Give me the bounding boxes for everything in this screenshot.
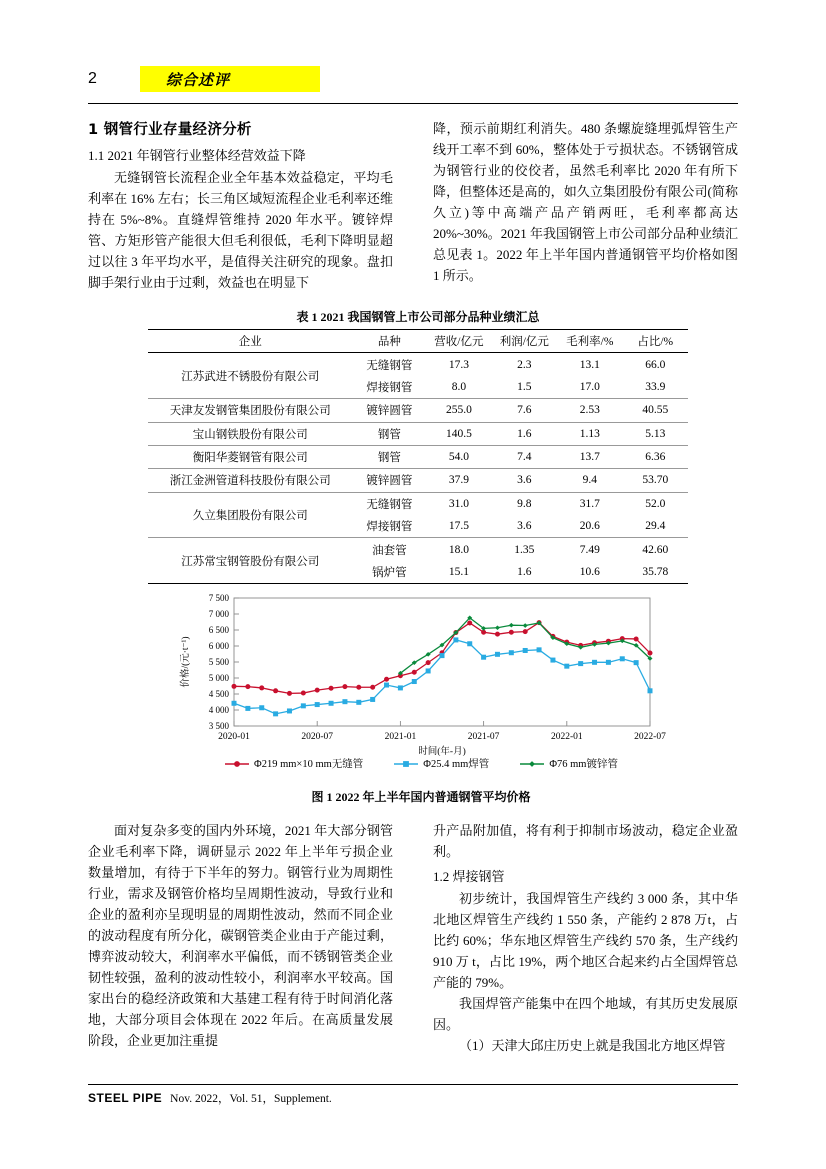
col-header-revenue: 营收/亿元 bbox=[426, 330, 491, 353]
y-tick-label: 6 500 bbox=[208, 625, 229, 635]
data-point bbox=[398, 685, 403, 690]
data-point bbox=[273, 688, 278, 693]
x-tick-label: 2022-07 bbox=[634, 732, 666, 742]
cell-variety: 油套管 bbox=[372, 544, 407, 557]
data-point bbox=[453, 637, 458, 642]
footer-divider bbox=[88, 1084, 738, 1085]
data-point bbox=[509, 630, 514, 635]
cell-revenue: 255.0 bbox=[426, 399, 491, 422]
x-tick-label: 2020-01 bbox=[218, 732, 250, 742]
cell-variety: 无缝钢管 bbox=[366, 359, 413, 372]
cell-gross-margin: 2.53 bbox=[557, 399, 622, 422]
subsection-heading: 1.1 2021 年钢管行业整体经营效益下降 bbox=[88, 148, 306, 163]
data-point bbox=[648, 688, 653, 693]
data-point bbox=[523, 629, 528, 634]
table-row bbox=[148, 445, 688, 468]
journal-title: STEEL PIPE bbox=[88, 1091, 163, 1105]
data-point bbox=[634, 660, 639, 665]
cell-gross-margin: 13.7 bbox=[557, 445, 622, 468]
cell-firm-name: 江苏常宝钢管股份有限公司 bbox=[148, 538, 353, 584]
legend-item bbox=[393, 756, 489, 771]
legend-label: Φ25.4 mm焊管 bbox=[423, 759, 490, 770]
page-footer bbox=[88, 1090, 738, 1106]
cell-gross-margin: 9.4 bbox=[557, 469, 622, 492]
x-tick-label: 2020-07 bbox=[301, 732, 334, 742]
bottom-columns bbox=[88, 820, 738, 1056]
figure-caption: 图 1 2022 年上半年国内普通钢管平均价格 bbox=[311, 790, 531, 804]
cell-profit: 1.6 bbox=[492, 422, 557, 445]
x-axis-title: 时间(年-月) bbox=[418, 747, 466, 757]
bottom-right-paragraph-3: （1）天津大邱庄历史上就是我国北方地区焊管 bbox=[459, 1038, 726, 1054]
data-point bbox=[412, 679, 417, 684]
chart-axes bbox=[234, 598, 650, 726]
legend-item bbox=[519, 756, 618, 771]
table-row bbox=[148, 538, 688, 561]
section-band bbox=[140, 66, 320, 92]
cell-firm-name: 宝山钢铁股份有限公司 bbox=[148, 422, 353, 445]
table-body bbox=[148, 353, 688, 584]
data-point bbox=[356, 685, 361, 690]
data-point bbox=[606, 660, 611, 665]
cell-share: 53.70 bbox=[623, 469, 688, 492]
section-heading: 1 钢管行业存量经济分析 bbox=[88, 122, 252, 138]
data-point bbox=[232, 701, 237, 706]
col-header-profit: 利润/亿元 bbox=[492, 330, 557, 353]
cell-gross-margin: 17.0 bbox=[557, 376, 622, 399]
data-point bbox=[329, 701, 334, 706]
cell-variety: 钢管 bbox=[353, 445, 427, 468]
cell-profit: 3.6 bbox=[492, 469, 557, 492]
data-point bbox=[412, 670, 417, 675]
table-container bbox=[148, 308, 688, 584]
data-point bbox=[287, 691, 292, 696]
data-point bbox=[620, 656, 625, 661]
table-caption: 表 1 2021 我国钢管上市公司部分品种业绩汇总 bbox=[296, 310, 540, 324]
x-axis-ticks bbox=[234, 721, 650, 726]
bottom-left-paragraph: 面对复杂多变的国内外环境，2021 年大部分钢管企业毛利率下降，调研显示 2022 年上半年亏损企业数量增加，有待于下半年的努力。钢管行业为周期性行业，需求及钢管价格均呈周期性波动，导致行业和企业的盈利亦呈现明显的周期性波动，然而不同企业的波动程度有所分化，碳钢管类企业由于产能过剩，博弈波动较大，利润率水平偏低，而不锈钢管类企业韧性较强，盈利的波动性较小，利润率水平较高。国家出台的稳经济政策和大基建工程有待于时间消化落地，大部分项目会体现在 2022 年后。在高质量发展阶段，企业更加注重提 bbox=[88, 823, 393, 1049]
cell-variety: 焊接钢管 bbox=[353, 376, 427, 399]
data-point bbox=[495, 652, 500, 657]
cell-profit: 3.6 bbox=[492, 515, 557, 538]
cell-variety: 焊接钢管 bbox=[353, 515, 427, 538]
table-header-row bbox=[148, 330, 688, 353]
left-paragraph: 无缝钢管长流程企业全年基本效益稳定，平均毛利率在 16% 左右；长三角区域短流程企业毛利率还维持在 5%~8%。直缝焊管维持 2020 年水平。镀锌焊管、方矩形管产能很大但毛利很低，毛利下降明显超过以往 3 年平均水平，是值得关注研究的现象。盘扣脚手架行业由于过剩，效益也在明显下 bbox=[88, 170, 393, 291]
y-tick-label: 5 000 bbox=[208, 673, 229, 683]
data-point bbox=[245, 706, 250, 711]
x-axis-tick-labels bbox=[218, 732, 666, 742]
data-point bbox=[440, 653, 445, 658]
data-point bbox=[495, 632, 500, 637]
cell-variety: 镀锌圆管 bbox=[353, 469, 427, 492]
cell-variety: 镀锌圆管 bbox=[353, 399, 427, 422]
data-point bbox=[259, 685, 264, 690]
cell-profit: 1.5 bbox=[492, 376, 557, 399]
cell-profit: 7.4 bbox=[492, 445, 557, 468]
series-square bbox=[232, 637, 653, 716]
cell-firm-name: 浙江金洲管道科技股份有限公司 bbox=[148, 469, 353, 492]
cell-firm-name: 天津友发钢管集团股份有限公司 bbox=[148, 399, 353, 422]
cell-profit: 9.8 bbox=[517, 497, 532, 510]
series-diamond bbox=[398, 616, 653, 676]
cell-revenue: 8.0 bbox=[426, 376, 491, 399]
cell-revenue: 140.5 bbox=[426, 422, 491, 445]
data-point bbox=[384, 683, 389, 688]
y-tick-label: 5 500 bbox=[208, 657, 229, 667]
legend-swatch-icon bbox=[519, 759, 545, 769]
data-point bbox=[509, 650, 514, 655]
journal-issue: Nov. 2022，Vol. 51，Supplement. bbox=[170, 1093, 332, 1105]
top-right-column bbox=[433, 118, 738, 286]
cell-profit: 1.35 bbox=[514, 543, 535, 556]
x-tick-label: 2021-01 bbox=[384, 732, 417, 742]
y-tick-label: 4 500 bbox=[208, 689, 229, 699]
chart-legend bbox=[176, 756, 666, 771]
data-point bbox=[467, 641, 472, 646]
data-point bbox=[550, 658, 555, 663]
right-paragraph: 降，预示前期红利消失。480 条螺旋缝埋弧焊管生产线开工率不到 60%，整体处于亏损状态。不锈钢管成为钢管行业的佼佼者，虽然毛利率比 2020 年有所下降，但整体还是高的，如久立集团股份有限公司(简称久立)等中高端产品产销两旺，毛利率都高达 20%~30%。2021 年我国钢管上市公司部分品种业绩汇总见表 1。2022 年上半年国内普通钢管平均价格如图 1 所示。 bbox=[433, 121, 738, 284]
cell-revenue: 37.9 bbox=[426, 469, 491, 492]
data-point bbox=[301, 703, 306, 708]
legend-swatch-icon bbox=[224, 759, 250, 769]
data-point bbox=[301, 691, 306, 696]
cell-revenue: 17.5 bbox=[426, 515, 491, 538]
bottom-right-column bbox=[433, 820, 738, 1056]
cell-gross-margin: 10.6 bbox=[557, 561, 622, 584]
cell-gross-margin: 7.49 bbox=[579, 543, 600, 556]
cell-share: 29.4 bbox=[623, 515, 688, 538]
table-header bbox=[148, 330, 688, 353]
price-chart bbox=[176, 592, 666, 812]
data-point bbox=[467, 620, 472, 625]
y-axis-tick-labels bbox=[209, 593, 230, 731]
bottom-right-paragraph-2: 我国焊管产能集中在四个地域，有其历史发展原因。 bbox=[433, 996, 738, 1033]
table-row bbox=[148, 492, 688, 515]
cell-share: 35.78 bbox=[623, 561, 688, 584]
cell-profit: 1.6 bbox=[492, 561, 557, 584]
data-point bbox=[523, 648, 528, 653]
bottom-right-paragraph-1: 初步统计，我国焊管生产线约 3 000 条，其中华北地区焊管生产线约 1 550 条，产能约 2 878 万t，占比约 60%；华东地区焊管生产线约 570 条，生产线约 910 万 t，占比 19%，两个地区合起来约占全国焊管总产能的 79%。 bbox=[433, 891, 738, 991]
data-point bbox=[481, 655, 486, 660]
data-point bbox=[648, 651, 653, 656]
chart-svg bbox=[176, 592, 666, 757]
col-header-share: 占比/% bbox=[623, 330, 688, 353]
data-point bbox=[592, 660, 597, 665]
data-point bbox=[273, 711, 278, 716]
section-band-label: 综合述评 bbox=[166, 70, 231, 89]
table-row bbox=[148, 399, 688, 422]
y-axis-title: 价格/(元·t⁻¹) bbox=[181, 636, 191, 688]
cell-firm-name: 久立集团股份有限公司 bbox=[148, 492, 353, 538]
data-point bbox=[287, 708, 292, 713]
performance-table bbox=[148, 329, 688, 584]
cell-share: 5.13 bbox=[623, 422, 688, 445]
top-columns bbox=[88, 118, 738, 293]
chart-series-group bbox=[232, 616, 653, 717]
y-tick-label: 4 000 bbox=[208, 705, 229, 715]
data-point bbox=[523, 623, 528, 628]
cell-share: 6.36 bbox=[623, 445, 688, 468]
data-point bbox=[495, 625, 500, 630]
legend-label: Φ76 mm镀锌管 bbox=[549, 759, 618, 770]
bottom-right-paragraph-cont: 升产品附加值，将有利于抑制市场波动，稳定企业盈利。 bbox=[433, 823, 738, 860]
x-tick-label: 2021-07 bbox=[467, 732, 500, 742]
cell-variety: 钢管 bbox=[353, 422, 427, 445]
cell-firm-name: 江苏武进不锈股份有限公司 bbox=[148, 353, 353, 399]
y-tick-label: 6 000 bbox=[208, 641, 229, 651]
cell-gross-margin: 31.7 bbox=[579, 497, 600, 510]
cell-share: 33.9 bbox=[623, 376, 688, 399]
cell-share: 66.0 bbox=[645, 358, 666, 371]
top-left-column bbox=[88, 118, 393, 293]
cell-revenue: 31.0 bbox=[448, 497, 469, 510]
data-point bbox=[315, 702, 320, 707]
cell-gross-margin: 20.6 bbox=[557, 515, 622, 538]
cell-gross-margin: 1.13 bbox=[557, 422, 622, 445]
cell-revenue: 18.0 bbox=[448, 543, 469, 556]
cell-firm-name: 衡阳华菱钢管有限公司 bbox=[148, 445, 353, 468]
data-point bbox=[259, 705, 264, 710]
cell-share: 40.55 bbox=[623, 399, 688, 422]
table-row bbox=[148, 469, 688, 492]
table-row bbox=[148, 422, 688, 445]
col-header-firm: 企业 bbox=[148, 330, 353, 353]
data-point bbox=[537, 647, 542, 652]
y-tick-label: 3 500 bbox=[208, 721, 229, 731]
x-tick-label: 2022-01 bbox=[550, 732, 583, 742]
data-point bbox=[634, 636, 639, 641]
col-header-variety: 品种 bbox=[353, 330, 427, 353]
subsection-heading-2: 1.2 焊接钢管 bbox=[433, 869, 505, 885]
cell-share: 52.0 bbox=[645, 497, 666, 510]
data-point bbox=[329, 686, 334, 691]
data-point bbox=[426, 668, 431, 673]
cell-variety: 无缝钢管 bbox=[366, 498, 413, 511]
cell-profit: 2.3 bbox=[517, 358, 532, 371]
data-point bbox=[564, 664, 569, 669]
cell-revenue: 54.0 bbox=[426, 445, 491, 468]
table-row bbox=[148, 353, 688, 376]
data-point bbox=[578, 661, 583, 666]
legend-item bbox=[224, 756, 363, 771]
cell-profit: 7.6 bbox=[492, 399, 557, 422]
page-number: 2 bbox=[88, 70, 97, 87]
data-point bbox=[342, 699, 347, 704]
legend-label: Φ219 mm×10 mm无缝管 bbox=[254, 759, 364, 770]
data-point bbox=[370, 697, 375, 702]
data-point bbox=[342, 684, 347, 689]
data-point bbox=[426, 660, 431, 665]
data-point bbox=[509, 623, 514, 628]
y-tick-label: 7 000 bbox=[208, 609, 229, 619]
y-axis-ticks bbox=[234, 598, 239, 726]
col-header-margin: 毛利率/% bbox=[557, 330, 622, 353]
data-point bbox=[315, 688, 320, 693]
page-header bbox=[88, 62, 738, 96]
cell-variety: 锅炉管 bbox=[353, 561, 427, 584]
legend-swatch-icon bbox=[393, 759, 419, 769]
cell-share: 42.60 bbox=[642, 543, 669, 556]
data-point bbox=[370, 685, 375, 690]
header-divider bbox=[88, 103, 738, 104]
data-point bbox=[356, 700, 361, 705]
bottom-left-column bbox=[88, 820, 393, 1052]
cell-revenue: 17.3 bbox=[448, 358, 469, 371]
data-point bbox=[232, 684, 237, 689]
data-point bbox=[384, 677, 389, 682]
cell-revenue: 15.1 bbox=[426, 561, 491, 584]
y-tick-label: 7 500 bbox=[208, 593, 229, 603]
data-point bbox=[245, 684, 250, 689]
cell-gross-margin: 13.1 bbox=[579, 358, 600, 371]
